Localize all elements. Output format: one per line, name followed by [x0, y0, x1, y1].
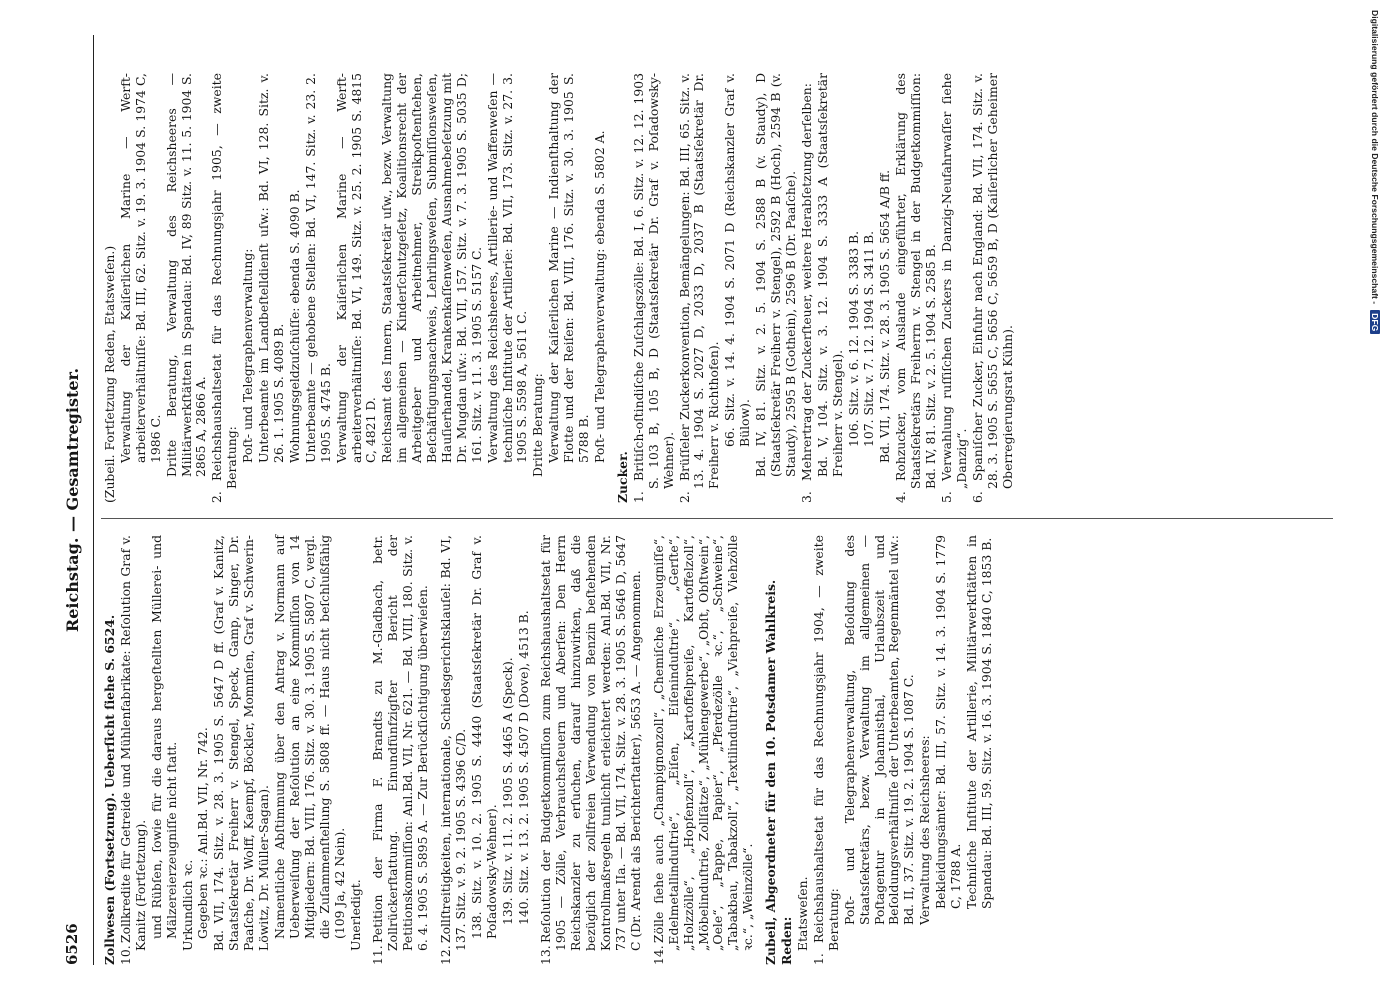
- entry-text: Spaniſcher Zucker, Einfuhr nach England: Bd. VII, 174. Sitz. v. 28. 3. 1905 S. 5655 C, 5656 C, 5659 B, D (Kaiſerlicher Geheimer Oberregierungsrat Kühn).: [969, 73, 1015, 489]
- entry-line: [862, 73, 877, 503]
- entry-number: 1.: [810, 953, 826, 965]
- entry-text: Unerledigt.: [347, 879, 363, 951]
- entry-text: Urkundlich ꝛc.: [179, 859, 195, 951]
- entry-text: Unterbeamte — gehobene Stellen: Bd. VI, 147. Sitz. v. 23. 2. 1905 S. 4745 B.: [302, 73, 333, 463]
- entry-line: [816, 73, 846, 503]
- entry-line: [380, 73, 484, 503]
- entry-text: Bd. V, 104. Sitz. v. 3. 12. 1904 S. 3333 A (Staatsſekretär Freiherr v. Stengel).: [814, 73, 845, 477]
- entry-line: [723, 73, 753, 503]
- entry-text: Gegeben ꝛc.: Anl.Bd. VII, Nr. 742.: [195, 727, 211, 939]
- entry-line: [812, 535, 842, 965]
- left-column: [103, 535, 996, 965]
- entry-line: [212, 535, 272, 965]
- entry-text: Etatsweſen.: [794, 876, 810, 951]
- entry-text: Bd. VII, 174. Sitz. v. 28. 3. 1905 S. 5654 A/B ff.: [877, 169, 893, 463]
- entry-line: [517, 535, 532, 965]
- entry-line: [181, 535, 196, 965]
- entry-line: [288, 73, 303, 503]
- entry-text: Reichsamt des Innern, Staatsſekretär uſw., bezw. Verwaltung im allgemeinen — Kinderſchutzgeſetz, Koalitionsrecht der Arbeitgeber und Arbeitnehmer, Streikpoſtenſtehen, Beſchäftigungsnachweis, Lehrlingsweſen, Submiſſionsweſen, Hauſierhandel, Krankenkaſſenweſen, Ausnahmebeſetzung mit Dr. Mugdan uſw.: Bd. VII, 157. Sitz. v. 7. 3. 1905 S. 5035 D; 161. Sitz. v. 11. 3. 1905 S. 5157 C.: [379, 73, 484, 463]
- entry-number: 12.: [438, 945, 454, 965]
- page-number: 6526: [63, 923, 81, 965]
- entry-line: [210, 73, 240, 503]
- entry-line: [632, 73, 677, 503]
- entry-line: [486, 73, 531, 503]
- entry-number: 10.: [117, 945, 133, 965]
- entry-text: Zubeil, Abgeordneter für den 10. Potsdamer Wahlkreis.: [763, 579, 779, 965]
- entry-line: [371, 535, 431, 965]
- entry-line: [754, 73, 799, 503]
- entry-text: Verwaltung des Reichsheeres:: [917, 735, 933, 925]
- entry-text: Verwaltung des Reichsheeres, Artillerie- und Waffenweſen — techniſche Inſtitute der Artillerie: Bd. VII, 173. Sitz. v. 27. 3. 1905 S. 5598 A, 5611 C.: [484, 73, 530, 463]
- entry-text: Verwaltung der Kaiſerlichen Marine — Werftarbeiterverhältniſſe: Bd. III, 62. Sitz. v. 19. 3. 1904 S. 1974 C, 1986 C.: [117, 73, 163, 463]
- entry-line: [119, 535, 149, 965]
- entry-text: und Rübſen, ſowie für die daraus hergeſtellten Müllerei- und Mälzereierzeugniſſe nicht ſtatt.: [148, 535, 179, 939]
- entry-line: [593, 73, 608, 503]
- entry-text: Zollſtreitigkeiten, internationale, Schiedsgerichtsklauſel: Bd. VI, 137. Sitz. v. 9. 2. 1905 S. 4396 C/D.: [438, 535, 468, 951]
- entry-text: Poſt- und Telegraphenverwaltung, Beſoldung des Staatsſekretärs, bezw. Verwaltung im allgemeinen — Poſtagentur in Johannisthal, Urlaubszeit und Beſoldungsverhältniſſe der Unterbeamten, Regenmäntel uſw.: Bd. II, 37. Sitz. v. 19. 2. 1904 S. 1087 C.: [841, 535, 917, 925]
- entry-number: 4.: [893, 491, 909, 503]
- entry-text: Mehrertrag der Zuckerſteuer, weitere Herabſetzung derſelben:: [798, 83, 814, 481]
- entry-text: (Zubeil. Fortſetzung Reden, Etatsweſen.): [102, 245, 117, 503]
- entry-number: 1.: [630, 491, 646, 503]
- entry-text: 139. Sitz. v. 11. 2. 1905 S. 4465 A (Speck).: [499, 657, 515, 925]
- entry-text: Verwahlung ruſſiſchen Zuckers in Danzig-Neufahrwaſſer ſiehe „Danzig“.: [938, 73, 969, 489]
- entry-line: [965, 535, 995, 965]
- entry-text: Petition der Firma F. Brandts zu M.-Gladbach, betr. Zollrückerſtattung. Einundfünfzigſter Bericht der Petitionskommiſſion: Anl.Bd. VII, Nr. 621. — Bd. VIII, 180. Sitz. v. 6. 4. 1905 S. 5895 A. — Zur Berückſichtigung überwieſen.: [370, 535, 431, 951]
- entry-line: [335, 73, 380, 503]
- entry-line: [119, 73, 164, 503]
- entry-line: [878, 73, 893, 503]
- right-column: [103, 73, 1016, 503]
- entry-text: Unterbeamte im Landbeſtelldienſt uſw.: Bd. VI, 128. Sitz. v. 26. 1. 1905 S. 4089 B.: [256, 73, 286, 463]
- entry-text: Wohnungsgeldzuſchüſſe: ebenda S. 4090 B.: [286, 189, 302, 463]
- entry-text: Poſt- und Telegraphenverwaltung:: [240, 248, 256, 463]
- entry-number: 2.: [676, 491, 692, 503]
- entry-line: [843, 535, 918, 965]
- entry-heading: [764, 535, 779, 965]
- entry-text: 140. Sitz. v. 13. 2. 1905 S. 4507 D (Dove), 4513 B.: [515, 610, 531, 925]
- entry-line: [531, 73, 546, 503]
- entry-text: Reichshaushaltsetat für das Rechnungsjahr 1904, — zweite Beratung:: [810, 535, 841, 951]
- entry-text: Rohzucker, vom Auslande eingeführter, Erklärung des Staatsſekretärs Freiherrn v. Stengel in der Budgetkommiſſion: Bd. IV, 81. Sitz. v. 2. 5. 1904 S. 2585 B.: [893, 73, 939, 489]
- entry-text: Namentliche Abſtimmung über den Antrag v. Normann auf Ueberweiſung der Reſolution an eine Kommiſſion von 14 Mitgliedern: Bd. VIII, 176. Sitz. v. 30. 3. 1905 S. 5807 C, vergl. die Zuſammenſtellung S. 5808 ff. — Haus nicht beſchlußfähig (109 Ja, 42 Nein).: [271, 535, 347, 939]
- entry-text: 106. Sitz. v. 6. 12. 1904 S. 3383 B.: [845, 230, 861, 447]
- header-rule: [93, 35, 94, 965]
- entry-line: [273, 535, 348, 965]
- entry-line: [103, 73, 118, 503]
- entry-heading: [616, 73, 631, 503]
- entry-line: [501, 535, 516, 965]
- entry-text: Zölle ſiehe auch „Champignonzoll“, „Chemiſche Erzeugniſſe“, „Edelmetallinduſtrie“, „Eiſen, Eiſeninduſtrie“, „Gerſte“, „Holzzölle“, „Hopfenzoll“, „Kartoffelpreiſe, Kartoffelzoll“, „Möbelinduſtrie, Zollſätze“, „Mühlengewerbe“, „Obſt, Obſtwein“, „Oele“, „Pappe, Papier“, „Pferdezölle ꝛc.“, „Schweine“, „Tabakbau, Tabakzoll“, „Textilinduſtrie“, „Viehpreiſe, Viehzölle ꝛc.“, „Weinzölle“.: [650, 535, 756, 951]
- entry-text: Bd. IV, 81. Sitz. v. 2. 5. 1904 S. 2588 B (v. Staudy), D (Staatsſekretär Freiherr v. Stengel), 2592 B (Hoch), 2594 B (v. Staudy), 2595 B (Gothein), 2596 B (Dr. Paaſche).: [753, 73, 798, 477]
- entry-number: 6.: [969, 491, 985, 503]
- entry-number: 5.: [938, 491, 954, 503]
- entry-line: [796, 535, 811, 965]
- entry-line: [847, 73, 862, 503]
- entry-line: [940, 73, 970, 503]
- entry-text: Verwaltung der Kaiſerlichen Marine — Werftarbeiterverhältniſſe: Bd. VI, 149. Sitz. v. 25. 2. 1905 S. 4815 C, 4821 D.: [333, 73, 379, 463]
- entry-line: [934, 535, 964, 965]
- entry-number: 11.: [370, 945, 386, 965]
- entry-text: Bd. VII, 174. Sitz. v. 28. 3. 1905 S. 5647 D ff. (Graf v. Kanitz, Staatsſekretär Freiherr v. Stengel, Speck, Gamp, Singer, Dr. Paaſche, Dr. Wolff, Kaempf, Böckler, Mommſen, Graf v. Schwerin-Löwitz, Dr. Müller-Sagan).: [211, 535, 272, 951]
- entry-line: [196, 535, 211, 965]
- entry-line: [165, 73, 210, 503]
- entry-text: Reden:: [779, 916, 795, 965]
- entry-line: [547, 73, 592, 503]
- entry-line: [304, 73, 334, 503]
- entry-line: [652, 535, 756, 965]
- entry-line: [257, 73, 287, 503]
- entry-line: [800, 73, 815, 503]
- entry-line: [150, 535, 180, 965]
- page-header: [35, 35, 95, 965]
- entry-text: Reichshaushaltsetat für das Rechnungsjahr 1905, — zweite Beratung:: [209, 73, 240, 489]
- entry-text: 66. Sitz. v. 14. 4. 1904 S. 2071 D (Reichskanzler Graf v. Bülow).: [722, 73, 753, 447]
- entry-number: 13.: [538, 945, 554, 965]
- entry-text: 107. Sitz. v. 7. 12. 1904 S. 3411 B.: [861, 230, 877, 447]
- entry-text: Dritte Beratung, Verwaltung des Reichsheeres — Militärwerkſtätten in Spandau: Bd. IV, 89 Sitz. v. 11. 5. 1904 S. 2865 A, 2866 A.: [163, 73, 209, 477]
- funding-note: [1366, 10, 1380, 990]
- entry-number: 3.: [798, 491, 814, 503]
- entry-heading: [780, 535, 795, 965]
- entry-text: Zucker.: [614, 451, 630, 503]
- entry-text: Britiſch-oſtindiſche Zuſchlagszölle: Bd. I, 6. Sitz. v. 12. 12. 1903 S. 103 B, 105 B, D (Staatsſekretär Dr. Graf v. Poſadowsky-Wehner).: [630, 73, 676, 489]
- column-divider: [101, 518, 1333, 519]
- entry-line: [241, 73, 256, 503]
- entry-line: [894, 73, 939, 503]
- entry-line: [971, 73, 1016, 503]
- entry-line: [539, 535, 643, 965]
- spacer: [609, 73, 615, 503]
- entry-line: [470, 535, 500, 965]
- entry-text: 138. Sitz. v. 10. 2. 1905 S. 4440 (Staatsſekretär Dr. Graf v. Poſadowsky-Wehner).: [468, 535, 499, 939]
- entry-line: [439, 535, 469, 965]
- entry-text: Zollkredite für Getreide und Mühlenfabrikate: Reſolution Graf v. Kanitz (Fortſetzung).: [117, 535, 148, 951]
- entry-heading: [103, 535, 118, 965]
- scanned-page: [35, 35, 1345, 965]
- entry-text: Poſt- und Telegraphenverwaltung: ebenda S. 5802 A.: [592, 130, 607, 463]
- entry-text: Reſolution der Budgetkommiſſion zum Reichshaushaltsetat für 1905 — Zölle, Verbrauchsſteuern und Aberſen: Den Herrn Reichskanzler zu erſuchen, darauf hinzuwirken, daß die bezüglich der zollfreien Verwendung von Benzin beſtehenden Kontrollmaßregeln tunlichſt erleichtert werden: Anl.Bd. VII, Nr. 737 unter IIa. — Bd. VII, 174. Sitz. v. 28. 3. 1905 S. 5646 D, 5647 C (Dr. Arendt als Berichterſtatter), 5653 A. — Angenommen.: [538, 535, 643, 951]
- entry-line: [349, 535, 364, 965]
- entry-text: Dritte Beratung:: [530, 373, 546, 477]
- entry-text: Verwaltung der Kaiſerlichen Marine — Indienſthaltung der Flotte und der Reiſen: Bd. VIII, 176. Sitz. v. 30. 3. 1905 S. 5788 B.: [546, 73, 592, 463]
- running-title: Reichstag. — Gesamtregister.: [63, 367, 82, 633]
- dfg-logo: DFG: [1370, 310, 1380, 334]
- entry-number: 14.: [650, 945, 666, 965]
- entry-line: [678, 73, 723, 503]
- entry-line: [918, 535, 933, 965]
- entry-text: Bekleidungsämter: Bd. III, 57. Sitz. v. 14. 3. 1904 S. 1779 C, 1788 A.: [933, 535, 964, 909]
- entry-text: Zollwesen (Fortsetzung). Ueberſicht ſiehe S. 6524.: [102, 614, 117, 965]
- entry-text: Techniſche Inſtitute der Artillerie, Militärwerkſtätten in Spandau: Bd. III, 59. Sitz. v. 16. 3. 1904 S. 1840 C, 1853 B.: [963, 535, 994, 909]
- funding-text: Digitalisierung gefördert durch die Deutsche Forschungsgemeinschaft -: [1370, 10, 1380, 305]
- entry-text: Brüſſeler Zuckerkonvention, Bemängelungen: Bd. III, 65. Sitz. v. 13. 4. 1904 S. 2027 D, 2033 D, 2037 B (Staatsſekretär Dr. Freiherr v. Richthofen).: [676, 73, 722, 489]
- entry-number: 2.: [209, 491, 225, 503]
